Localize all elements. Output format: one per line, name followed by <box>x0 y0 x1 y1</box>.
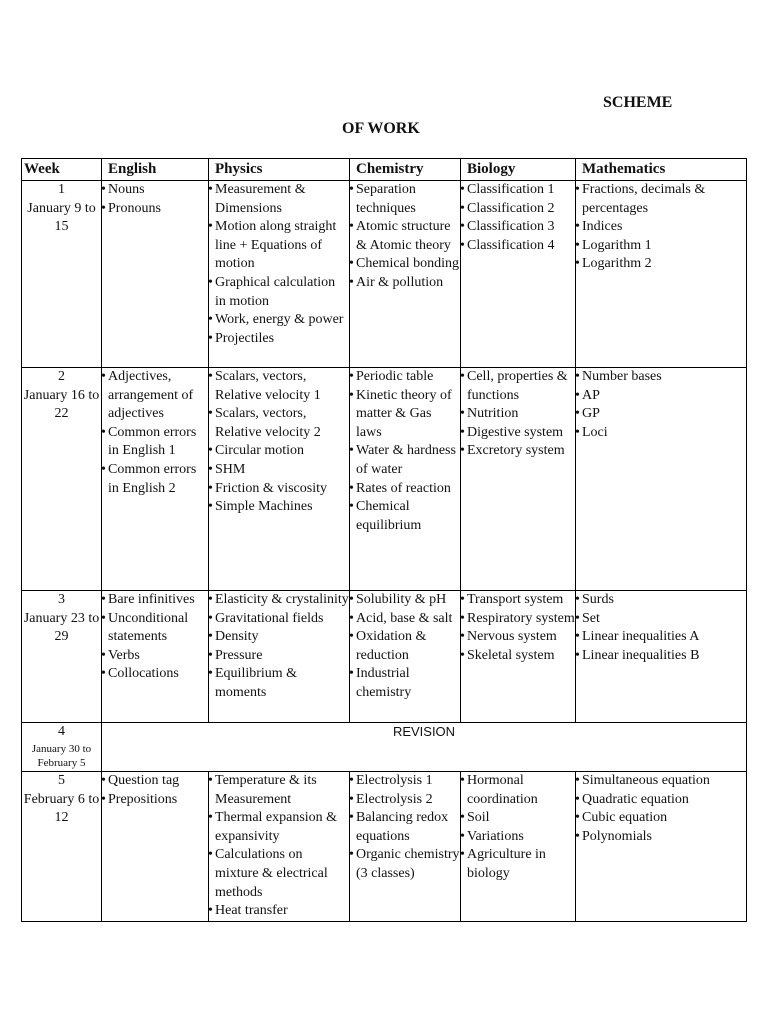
topic-item: • Acid, base & salt <box>350 610 460 629</box>
topic-item: • GP <box>576 405 746 424</box>
topic-item: • Nervous system <box>461 628 575 647</box>
topic-item: • Classification 1 <box>461 181 575 200</box>
topic-item: • Electrolysis 2 <box>350 791 460 810</box>
chemistry-cell <box>350 772 461 922</box>
topic-item: • Loci <box>576 424 746 443</box>
mathematics-cell <box>576 368 747 591</box>
topic-item: • Scalars, vectors, Relative velocity 1 <box>209 368 349 405</box>
chemistry-cell <box>350 181 461 368</box>
topic-item: • Organic chemistry (3 classes) <box>350 846 460 883</box>
topic-item: • Question tag <box>102 772 208 791</box>
header-biology: Biology <box>461 159 576 181</box>
topic-list <box>209 591 349 703</box>
topic-list <box>576 368 746 442</box>
document-title-line1: SCHEME <box>603 94 673 111</box>
topic-list <box>350 772 460 884</box>
document-title-line2: OF WORK <box>342 120 420 137</box>
chemistry-cell <box>350 591 461 723</box>
topic-item: • Soil <box>461 809 575 828</box>
topic-list <box>209 181 349 348</box>
week-cell <box>22 772 102 922</box>
topic-item: • Oxidation & reduction <box>350 628 460 665</box>
topic-list <box>576 591 746 665</box>
topic-item: • Prepositions <box>102 791 208 810</box>
week-number: 3 <box>58 592 65 607</box>
topic-item: • Excretory system <box>461 442 575 461</box>
topic-list <box>102 368 208 498</box>
topic-item: • Separation techniques <box>350 181 460 218</box>
topic-list <box>350 591 460 703</box>
week-cell <box>22 723 102 772</box>
topic-item: • Water & hardness of water <box>350 442 460 479</box>
week-number: 1 <box>58 182 65 197</box>
topic-item: • Quadratic equation <box>576 791 746 810</box>
topic-item: • Equilibrium & moments <box>209 665 349 702</box>
topic-item: • Chemical bonding <box>350 255 460 274</box>
header-mathematics: Mathematics <box>576 159 747 181</box>
physics-cell <box>209 772 350 922</box>
topic-list <box>209 772 349 921</box>
topic-item: • SHM <box>209 461 349 480</box>
topic-list <box>209 368 349 517</box>
topic-item: • Pressure <box>209 647 349 666</box>
topic-item: • Fractions, decimals & percentages <box>576 181 746 218</box>
biology-cell <box>461 181 576 368</box>
week-cell <box>22 181 102 368</box>
topic-list <box>576 181 746 274</box>
topic-item: • Classification 4 <box>461 237 575 256</box>
topic-item: • Temperature & its Measurement <box>209 772 349 809</box>
topic-list <box>461 368 575 461</box>
week-dates: January 9 to 15 <box>27 200 96 235</box>
week-dates: January 30 to February 5 <box>31 742 92 769</box>
topic-item: • Simultaneous equation <box>576 772 746 791</box>
topic-item: • Adjectives, arrangement of adjectives <box>102 368 208 424</box>
week-number: 5 <box>58 773 65 788</box>
week-number: 2 <box>58 369 65 384</box>
topic-item: • Classification 2 <box>461 200 575 219</box>
topic-item: • Measurement & Dimensions <box>209 181 349 218</box>
topic-item: • Variations <box>461 828 575 847</box>
physics-cell <box>209 368 350 591</box>
topic-item: • Transport system <box>461 591 575 610</box>
table-row <box>22 181 747 368</box>
english-cell <box>102 591 209 723</box>
topic-list <box>350 368 460 535</box>
header-chemistry: Chemistry <box>350 159 461 181</box>
topic-item: • Polynomials <box>576 828 746 847</box>
table-row <box>22 772 747 922</box>
topic-item: • Common errors in English 2 <box>102 461 208 498</box>
english-cell <box>102 772 209 922</box>
topic-list <box>461 181 575 255</box>
topic-item: • Scalars, vectors, Relative velocity 2 <box>209 405 349 442</box>
topic-item: • Verbs <box>102 647 208 666</box>
topic-item: • Nutrition <box>461 405 575 424</box>
topic-item: • Projectiles <box>209 330 349 349</box>
topic-item: • Number bases <box>576 368 746 387</box>
topic-item: • Periodic table <box>350 368 460 387</box>
english-cell <box>102 368 209 591</box>
topic-list <box>461 772 575 884</box>
week-dates: January 16 to 22 <box>23 387 100 422</box>
topic-item: • Set <box>576 610 746 629</box>
topic-item: • Hormonal coordination <box>461 772 575 809</box>
topic-item: • Linear inequalities B <box>576 647 746 666</box>
topic-item: • Logarithm 2 <box>576 255 746 274</box>
english-cell <box>102 181 209 368</box>
topic-list <box>576 772 746 846</box>
table-row <box>22 591 747 723</box>
topic-list <box>102 181 208 218</box>
table-row <box>22 368 747 591</box>
topic-item: • Simple Machines <box>209 498 349 517</box>
header-physics: Physics <box>209 159 350 181</box>
biology-cell <box>461 368 576 591</box>
topic-item: • Surds <box>576 591 746 610</box>
topic-item: • Skeletal system <box>461 647 575 666</box>
biology-cell <box>461 772 576 922</box>
topic-item: • Density <box>209 628 349 647</box>
topic-item: • AP <box>576 387 746 406</box>
topic-list <box>102 591 208 684</box>
scheme-of-work-table <box>21 158 747 922</box>
topic-item: • Indices <box>576 218 746 237</box>
topic-item: • Industrial chemistry <box>350 665 460 702</box>
topic-item: • Calculations on mixture & electrical methods <box>209 846 349 902</box>
topic-item: • Rates of reaction <box>350 480 460 499</box>
header-week: Week <box>22 159 102 181</box>
topic-item: • Heat transfer <box>209 902 349 921</box>
topic-item: • Nouns <box>102 181 208 200</box>
week-number: 4 <box>58 724 65 739</box>
topic-item: • Classification 3 <box>461 218 575 237</box>
physics-cell <box>209 591 350 723</box>
topic-item: • Bare infinitives <box>102 591 208 610</box>
topic-list <box>461 591 575 665</box>
topic-item: • Cell, properties & functions <box>461 368 575 405</box>
topic-item: • Elasticity & crystalinity <box>209 591 349 610</box>
topic-item: • Work, energy & power <box>209 311 349 330</box>
topic-item: • Air & pollution <box>350 274 460 293</box>
topic-item: • Respiratory system <box>461 610 575 629</box>
mathematics-cell <box>576 772 747 922</box>
topic-item: • Linear inequalities A <box>576 628 746 647</box>
topic-item: • Graphical calculation in motion <box>209 274 349 311</box>
week-dates: February 6 to 12 <box>23 791 100 826</box>
header-english: English <box>102 159 209 181</box>
topic-item: • Circular motion <box>209 442 349 461</box>
mathematics-cell <box>576 181 747 368</box>
topic-item: • Friction & viscosity <box>209 480 349 499</box>
chemistry-cell <box>350 368 461 591</box>
week-dates: January 23 to 29 <box>23 610 100 645</box>
topic-list <box>102 772 208 809</box>
topic-item: • Gravitational fields <box>209 610 349 629</box>
week-cell <box>22 368 102 591</box>
biology-cell <box>461 591 576 723</box>
mathematics-cell <box>576 591 747 723</box>
header-row <box>22 159 747 181</box>
week-cell <box>22 591 102 723</box>
table-row <box>22 723 747 772</box>
topic-item: • Chemical equilibrium <box>350 498 460 535</box>
topic-item: • Atomic structure & Atomic theory <box>350 218 460 255</box>
topic-item: • Electrolysis 1 <box>350 772 460 791</box>
topic-item: • Solubility & pH <box>350 591 460 610</box>
topic-item: • Thermal expansion & expansivity <box>209 809 349 846</box>
topic-item: • Unconditional statements <box>102 610 208 647</box>
topic-item: • Pronouns <box>102 200 208 219</box>
topic-item: • Motion along straight line + Equations of motion <box>209 218 349 274</box>
topic-item: • Common errors in English 1 <box>102 424 208 461</box>
topic-item: • Agriculture in biology <box>461 846 575 883</box>
physics-cell <box>209 181 350 368</box>
topic-item: • Logarithm 1 <box>576 237 746 256</box>
topic-item: • Balancing redox equations <box>350 809 460 846</box>
topic-item: • Cubic equation <box>576 809 746 828</box>
topic-list <box>350 181 460 293</box>
topic-item: • Kinetic theory of matter & Gas laws <box>350 387 460 443</box>
topic-item: • Collocations <box>102 665 208 684</box>
revision-cell: REVISION <box>102 723 747 772</box>
topic-item: • Digestive system <box>461 424 575 443</box>
